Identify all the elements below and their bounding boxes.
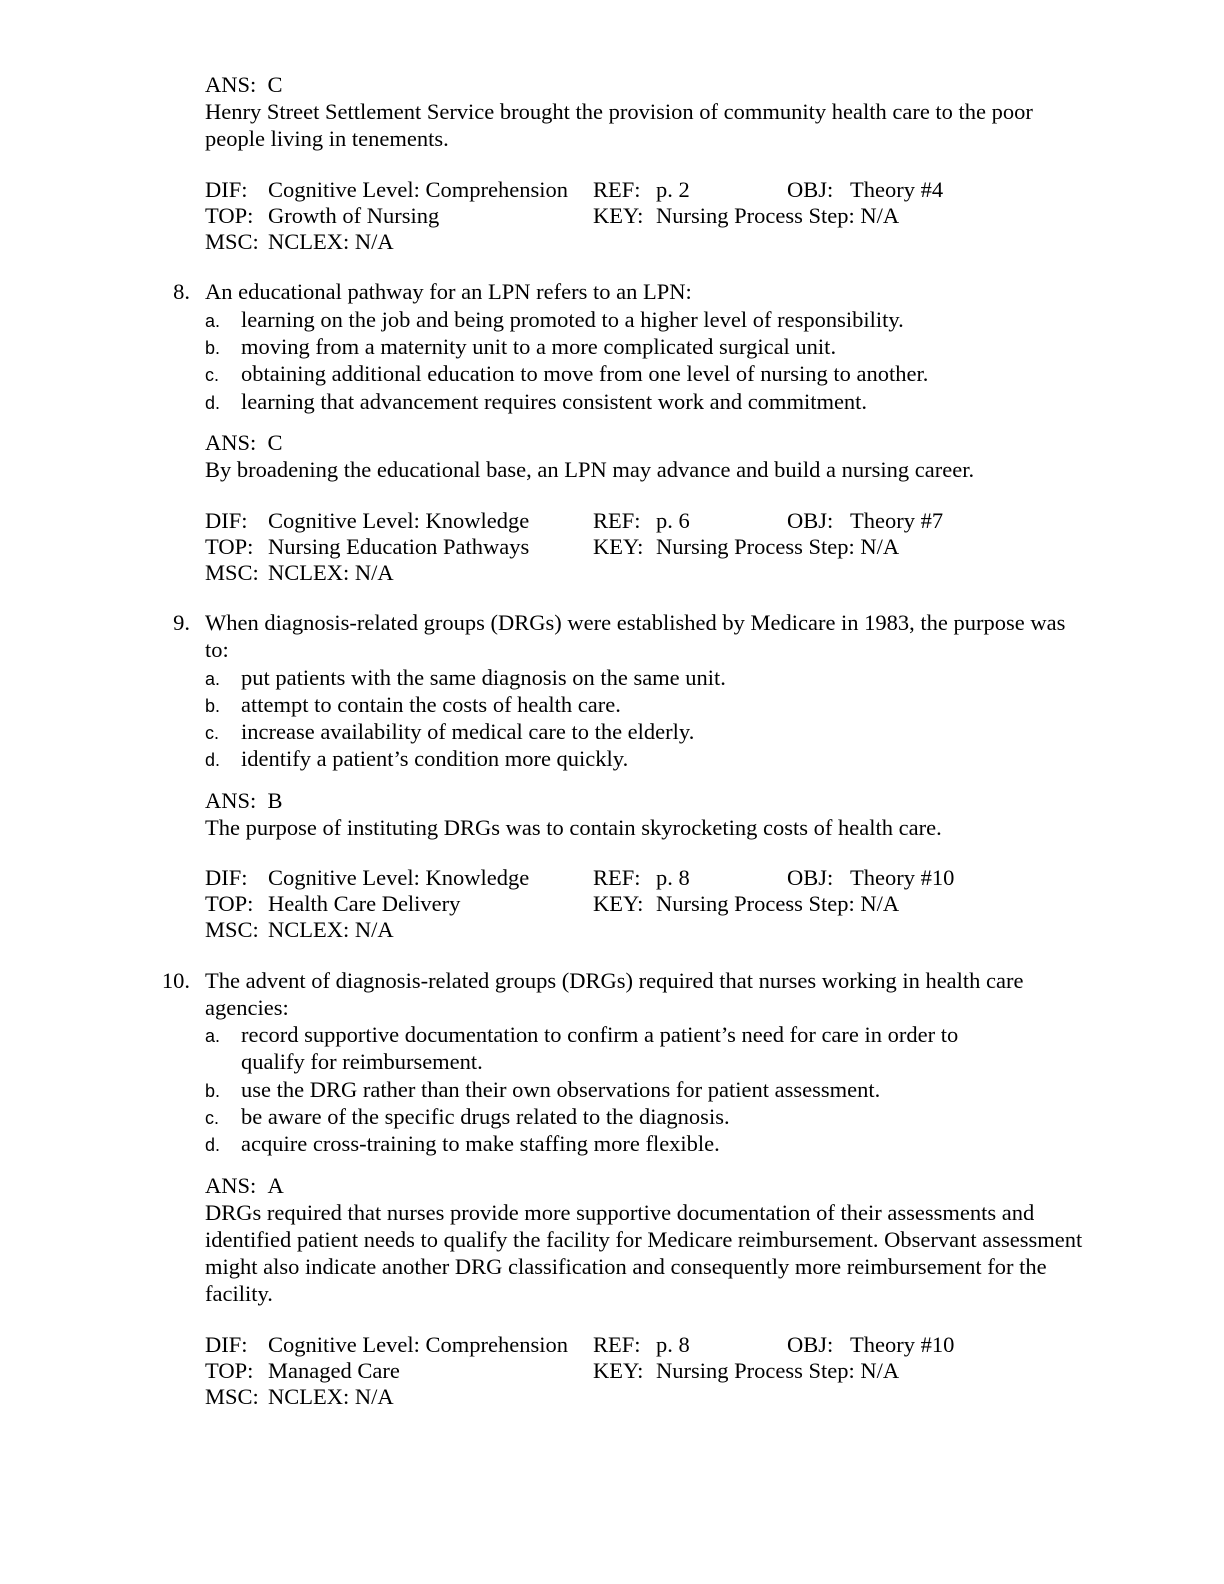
option-b [205, 333, 1085, 362]
option-letter: d. [205, 1135, 221, 1155]
ref-label: REF: [593, 508, 641, 533]
option-c [205, 360, 1085, 389]
ans-label: ANS: [205, 430, 257, 455]
option-letter: c. [205, 365, 220, 385]
msc-label: MSC: [205, 229, 259, 254]
answer-line [205, 1172, 284, 1199]
rationale: Henry Street Settlement Service brought the provision of community health care to the poor people living in tenements. [205, 99, 1033, 151]
answer-line [205, 787, 283, 814]
metadata-block [205, 864, 1105, 945]
option-letter: c. [205, 723, 220, 743]
option-letter: a. [205, 669, 221, 689]
answer-line [205, 429, 283, 456]
key-label: KEY: [593, 891, 644, 916]
ans-label: ANS: [205, 788, 257, 813]
option-a [205, 306, 1085, 335]
obj-value: Theory #10 [850, 865, 955, 890]
option-text: be aware of the specific drugs related to the diagnosis. [241, 1104, 730, 1129]
ref-value: p. 6 [656, 508, 690, 533]
top-value: Health Care Delivery [268, 891, 461, 916]
dif-label: DIF: [205, 865, 248, 890]
msc-value: NCLEX: N/A [268, 229, 394, 254]
option-letter: b. [205, 338, 221, 358]
top-value: Nursing Education Pathways [268, 534, 530, 559]
ans-value: C [267, 430, 283, 455]
ans-value: C [267, 72, 283, 97]
option-b [205, 691, 1085, 720]
metadata-block [205, 507, 1105, 588]
ans-label: ANS: [205, 1173, 257, 1198]
option-a [205, 664, 1085, 693]
top-label: TOP: [205, 891, 254, 916]
msc-value: NCLEX: N/A [268, 560, 394, 585]
msc-value: NCLEX: N/A [268, 1384, 394, 1409]
top-label: TOP: [205, 1358, 254, 1383]
option-letter: d. [205, 393, 221, 413]
metadata-block [205, 176, 1105, 257]
dif-label: DIF: [205, 1332, 248, 1357]
dif-value: Cognitive Level: Comprehension [268, 177, 568, 202]
option-text: identify a patient’s condition more quickly. [241, 746, 629, 771]
option-text: learning that advancement requires consistent work and commitment. [241, 389, 868, 414]
key-value: Nursing Process Step: N/A [656, 203, 900, 228]
ans-value: B [267, 788, 283, 813]
option-c [205, 1103, 1085, 1132]
ref-value: p. 8 [656, 865, 690, 890]
ref-value: p. 2 [656, 177, 690, 202]
option-letter: b. [205, 696, 221, 716]
key-label: KEY: [593, 203, 644, 228]
option-text: record supportive documentation to confirm a patient’s need for care in order to qualify for reimbursement. [241, 1022, 959, 1074]
option-letter: b. [205, 1081, 221, 1101]
ref-label: REF: [593, 865, 641, 890]
dif-label: DIF: [205, 177, 248, 202]
rationale: The purpose of instituting DRGs was to contain skyrocketing costs of health care. [205, 815, 942, 840]
option-text: learning on the job and being promoted to a higher level of responsibility. [241, 307, 904, 332]
option-letter: d. [205, 750, 221, 770]
top-value: Growth of Nursing [268, 203, 440, 228]
question-number: 8. [173, 279, 190, 304]
option-letter: c. [205, 1108, 220, 1128]
top-value: Managed Care [268, 1358, 400, 1383]
key-label: KEY: [593, 1358, 644, 1383]
top-label: TOP: [205, 203, 254, 228]
key-value: Nursing Process Step: N/A [656, 534, 900, 559]
obj-label: OBJ: [787, 865, 834, 890]
option-c [205, 718, 1085, 747]
option-text: use the DRG rather than their own observations for patient assessment. [241, 1077, 881, 1102]
option-text: acquire cross-training to make staffing more flexible. [241, 1131, 720, 1156]
msc-value: NCLEX: N/A [268, 917, 394, 942]
answer-line [205, 71, 283, 98]
rationale: DRGs required that nurses provide more supportive documentation of their assessments and identified patient needs to qualify the facility for Medicare reimbursement. Observant assessment might also indicate another DRG classification and consequently more reimbursement for the facility. [205, 1200, 1083, 1306]
ans-value: A [267, 1173, 284, 1198]
option-d [205, 745, 1085, 774]
rationale: By broadening the educational base, an LPN may advance and build a nursing career. [205, 457, 975, 482]
dif-value: Cognitive Level: Comprehension [268, 1332, 568, 1357]
msc-label: MSC: [205, 917, 259, 942]
option-text: attempt to contain the costs of health care. [241, 692, 621, 717]
obj-value: Theory #10 [850, 1332, 955, 1357]
option-letter: a. [205, 311, 221, 331]
key-label: KEY: [593, 534, 644, 559]
key-value: Nursing Process Step: N/A [656, 891, 900, 916]
option-letter: a. [205, 1026, 221, 1046]
obj-label: OBJ: [787, 1332, 834, 1357]
dif-value: Cognitive Level: Knowledge [268, 865, 530, 890]
question-number: 9. [173, 610, 190, 635]
dif-label: DIF: [205, 508, 248, 533]
msc-label: MSC: [205, 560, 259, 585]
obj-label: OBJ: [787, 177, 834, 202]
metadata-block [205, 1331, 1105, 1412]
key-value: Nursing Process Step: N/A [656, 1358, 900, 1383]
obj-label: OBJ: [787, 508, 834, 533]
ref-label: REF: [593, 1332, 641, 1357]
ref-value: p. 8 [656, 1332, 690, 1357]
question-stem: An educational pathway for an LPN refers to an LPN: [205, 279, 692, 304]
option-text: obtaining additional education to move from one level of nursing to another. [241, 361, 929, 386]
dif-value: Cognitive Level: Knowledge [268, 508, 530, 533]
top-label: TOP: [205, 534, 254, 559]
question-number: 10. [161, 968, 190, 993]
option-text: put patients with the same diagnosis on the same unit. [241, 665, 726, 690]
obj-value: Theory #4 [850, 177, 944, 202]
question-stem: When diagnosis-related groups (DRGs) were established by Medicare in 1983, the purpose was to: [205, 610, 1066, 662]
question-stem: The advent of diagnosis-related groups (DRGs) required that nurses working in health care agencies: [205, 968, 1024, 1020]
msc-label: MSC: [205, 1384, 259, 1409]
option-d [205, 388, 1085, 417]
obj-value: Theory #7 [850, 508, 944, 533]
option-text: increase availability of medical care to the elderly. [241, 719, 695, 744]
option-text: moving from a maternity unit to a more complicated surgical unit. [241, 334, 837, 359]
option-a [205, 1021, 1085, 1075]
option-b [205, 1076, 1085, 1105]
option-d [205, 1130, 1085, 1159]
ref-label: REF: [593, 177, 641, 202]
ans-label: ANS: [205, 72, 257, 97]
